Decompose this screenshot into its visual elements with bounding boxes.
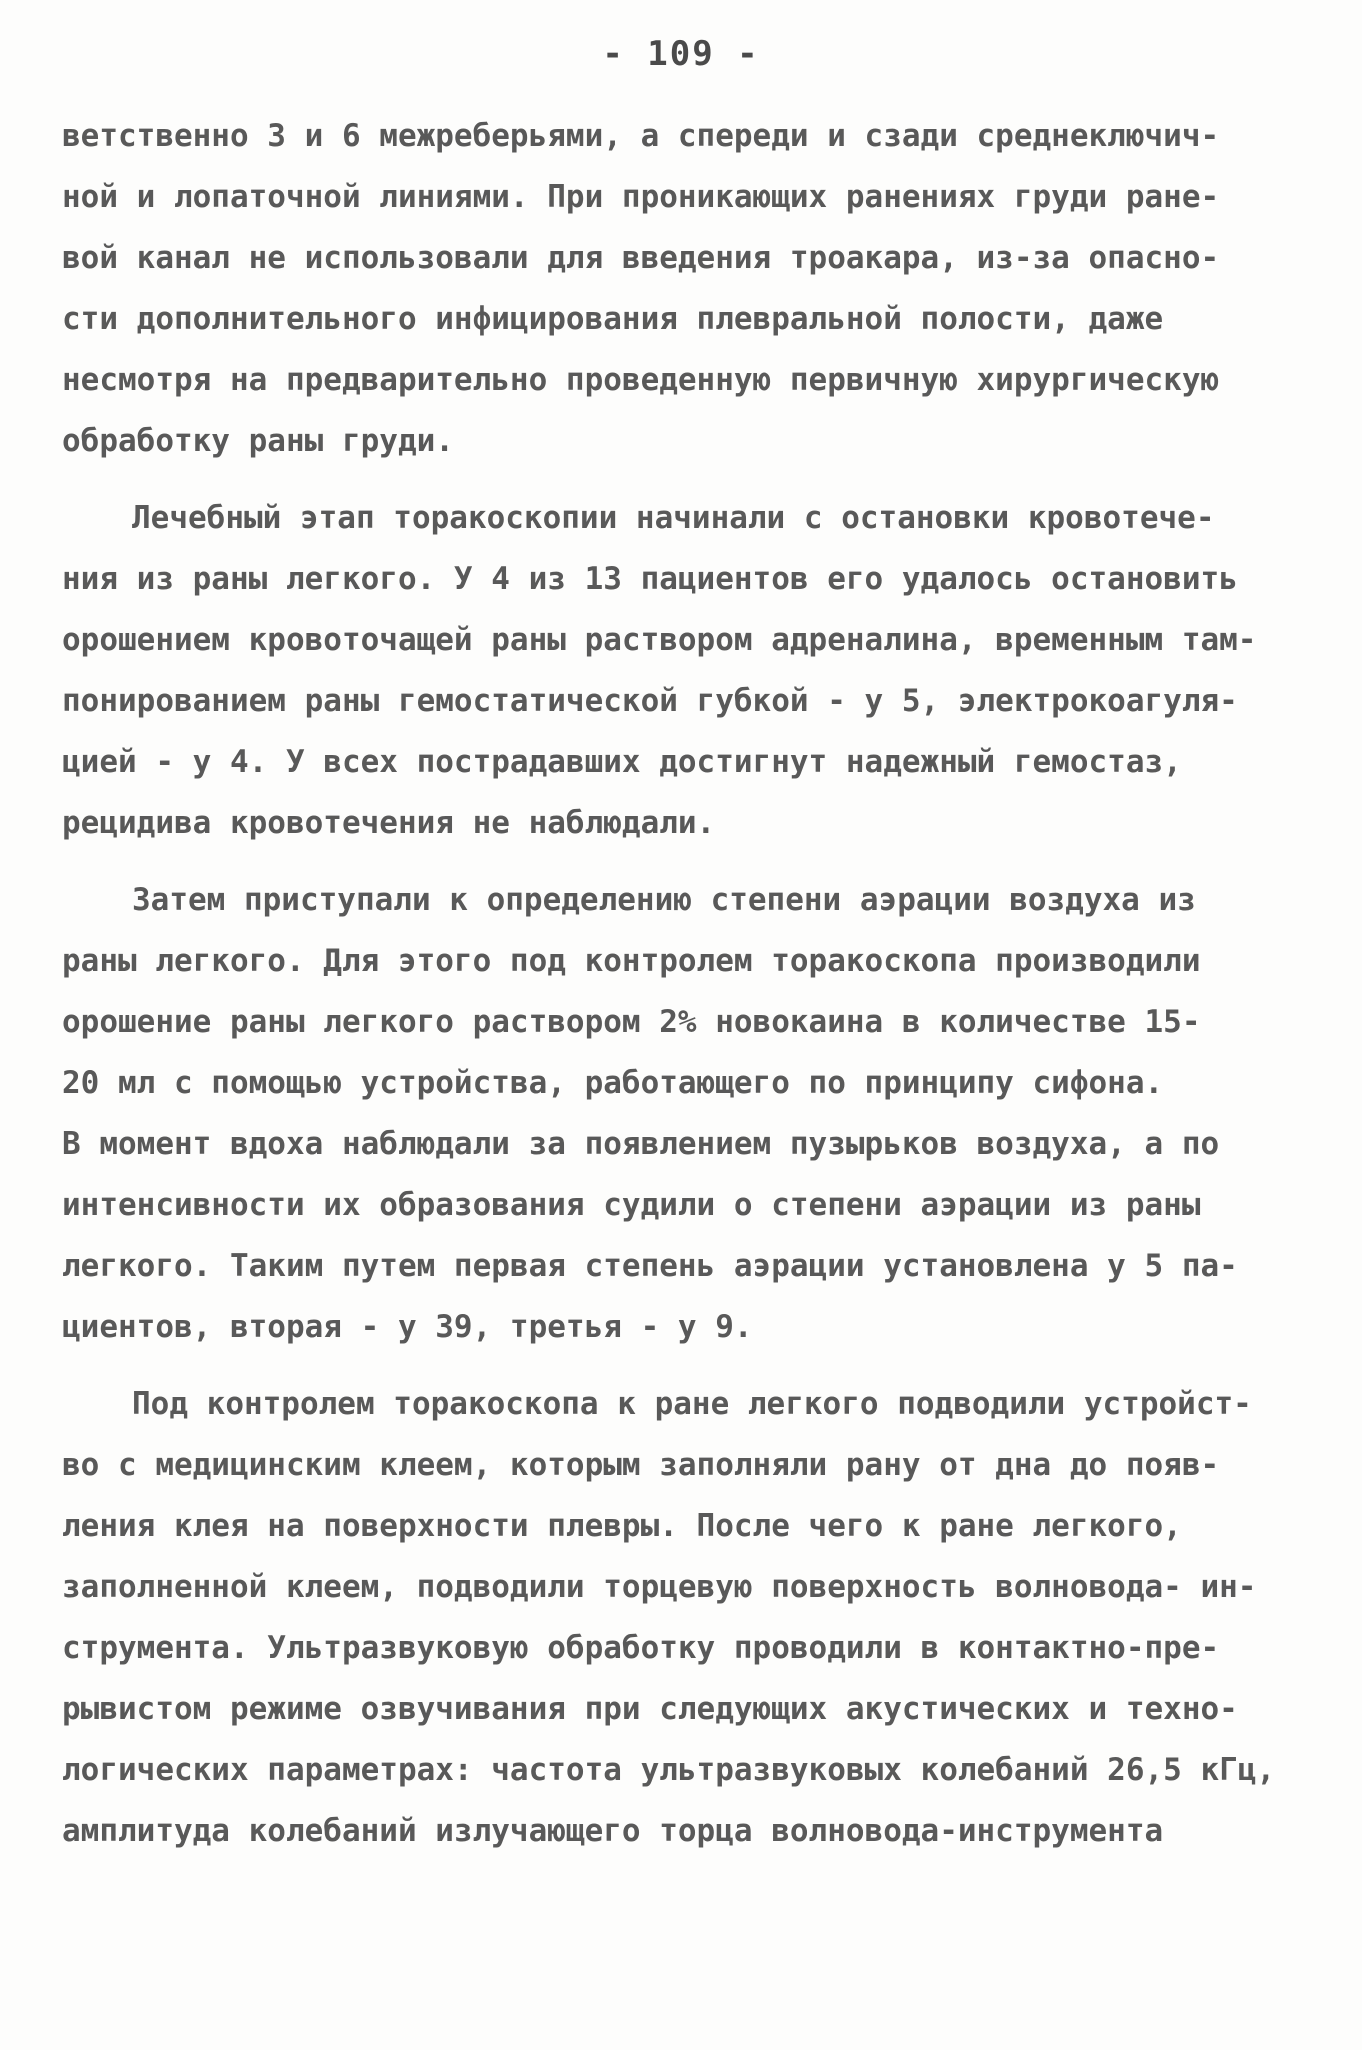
text-line: ной и лопаточной линиями. При проникающих ранениях груди ране- xyxy=(62,179,1220,215)
text-line: Лечебный этап торакоскопии начинали с остановки кровотече- xyxy=(132,500,1215,536)
text-line: рывистом режиме озвучивания при следующих акустических и техно- xyxy=(62,1691,1238,1727)
text-line: рецидива кровотечения не наблюдали. xyxy=(62,805,716,841)
text-line: несмотря на предварительно проведенную первичную хирургическую xyxy=(62,362,1220,398)
text-line: Под контролем торакоскопа к ране легкого подводили устройст- xyxy=(132,1386,1252,1422)
text-line: цией - у 4. У всех пострадавших достигнут надежный гемостаз, xyxy=(62,744,1182,780)
page-number: - 109 - xyxy=(602,34,760,74)
text-line: сти дополнительного инфицирования плевральной полости, даже xyxy=(62,301,1164,337)
text-line: ления клея на поверхности плевры. После чего к ране легкого, xyxy=(62,1508,1182,1544)
text-line: обработку раны груди. xyxy=(62,423,454,459)
text-line: орошение раны легкого раствором 2% новокаина в количестве 15- xyxy=(62,1004,1201,1040)
text-line: 20 мл с помощью устройства, работающего по принципу сифона. xyxy=(62,1065,1164,1101)
text-line: понированием раны гемостатической губкой - у 5, электрокоагуля- xyxy=(62,683,1238,719)
text-line: во с медицинским клеем, которым заполняли рану от дна до появ- xyxy=(62,1447,1220,1483)
text-line: амплитуда колебаний излучающего торца волновода-инструмента xyxy=(62,1813,1164,1849)
text-line: интенсивности их образования судили о степени аэрации из раны xyxy=(62,1187,1201,1223)
text-line: раны легкого. Для этого под контролем торакоскопа производили xyxy=(62,943,1201,979)
text-line: орошением кровоточащей раны раствором адреналина, временным там- xyxy=(62,622,1257,658)
text-line: заполненной клеем, подводили торцевую поверхность волновода- ин- xyxy=(62,1569,1257,1605)
text-line: В момент вдоха наблюдали за появлением пузырьков воздуха, а по xyxy=(62,1126,1220,1162)
text-line: ветственно 3 и 6 межреберьями, а спереди и сзади среднеключич- xyxy=(62,118,1220,154)
text-line: струмента. Ультразвуковую обработку проводили в контактно-пре- xyxy=(62,1630,1220,1666)
text-line: легкого. Таким путем первая степень аэрации установлена у 5 па- xyxy=(62,1248,1238,1284)
text-line: вой канал не использовали для введения троакара, из-за опасно- xyxy=(62,240,1220,276)
text-line: ния из раны легкого. У 4 из 13 пациентов его удалось остановить xyxy=(62,561,1238,597)
text-line: циентов, вторая - у 39, третья - у 9. xyxy=(62,1309,753,1345)
text-line: логических параметрах: частота ультразвуковых колебаний 26,5 кГц, xyxy=(62,1752,1276,1788)
body-text xyxy=(62,106,1302,1862)
text-line: Затем приступали к определению степени аэрации воздуха из xyxy=(132,882,1196,918)
